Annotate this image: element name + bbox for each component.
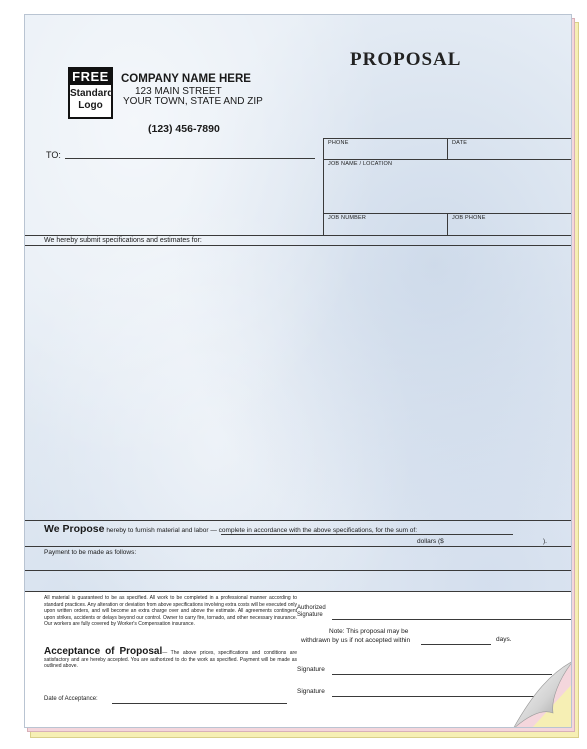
info-box-phone-date-divider	[447, 138, 448, 159]
authorized-signature-label	[297, 605, 326, 619]
signature-label-2: Signature	[297, 688, 325, 695]
acceptance-text: — The above prices, specifications and conditions are satisfactory and are hereby accepted. You are authorized to do the work as specified. Payment will be made as outlined above.	[44, 650, 298, 669]
dollars-rule	[25, 546, 572, 547]
payment-bottom-rule	[25, 591, 572, 592]
job-number-field-label: JOB NUMBER	[328, 215, 367, 221]
page-curl-graphic	[507, 655, 572, 728]
days-label: days.	[496, 636, 512, 643]
date-of-acceptance-line	[112, 703, 287, 704]
note-line2: withdrawn by us if not accepted within	[301, 637, 411, 644]
acceptance-heading: Acceptance of Proposal	[44, 646, 163, 657]
dollars-close: ).	[543, 538, 547, 545]
company-street: 123 MAIN STREET	[135, 86, 222, 97]
date-field-label: DATE	[452, 140, 468, 146]
signature-label-1: Signature	[297, 666, 325, 673]
phone-field-label: PHONE	[328, 140, 349, 146]
specifications-label: We hereby submit specifications and estimates for:	[44, 237, 202, 244]
to-label: TO:	[46, 150, 61, 160]
logo-standard-text: Standard	[70, 88, 114, 99]
we-propose-heading: We Propose	[44, 523, 105, 535]
sum-line	[221, 534, 513, 535]
header-rule	[25, 235, 572, 236]
authorized-signature-line	[332, 619, 572, 620]
company-phone: (123) 456-7890	[148, 123, 220, 135]
to-line	[65, 158, 315, 159]
logo-logo-text: Logo	[78, 100, 103, 111]
withdrawal-note	[301, 627, 410, 645]
specifications-area-bottom	[25, 520, 572, 521]
page-curl-icon	[507, 655, 572, 728]
form-title: PROPOSAL	[350, 49, 462, 70]
job-phone-field-label: JOB PHONE	[452, 215, 486, 221]
info-box-job-divider	[447, 213, 448, 235]
payment-label: Payment to be made as follows:	[44, 549, 137, 556]
note-line1: Note: This proposal may be	[329, 628, 409, 635]
dollars-label: dollars ($	[417, 538, 444, 545]
info-box-left	[323, 138, 324, 235]
days-line	[421, 644, 491, 645]
logo-badge	[68, 67, 113, 119]
authorized-label-line1: Authorized	[297, 605, 326, 611]
logo-free-text: FREE	[70, 69, 111, 85]
guarantee-text: All material is guaranteed to be as specified. All work to be completed in a professional manner according to standard practices. Any alteration or deviation from above specifications involving extra costs will be executed only upon written orders, and will become an extra charge over and above the estimate. All agreements contingent upon strikes, accidents or delays beyond our control. Owner to carry fire, tornado, and other necessary insurance. Our workers are fully covered by Worker's Compensation insurance.	[44, 595, 297, 627]
we-propose-text: hereby to furnish material and labor — complete in accordance with the above specifications, for the sum of:	[106, 527, 418, 534]
authorized-label-line2: Signature	[297, 612, 323, 618]
company-city: YOUR TOWN, STATE AND ZIP	[123, 96, 263, 107]
info-box-divider-1	[323, 159, 572, 160]
company-name: COMPANY NAME HERE	[121, 73, 251, 85]
proposal-form-sheet	[24, 14, 572, 728]
job-name-field-label: JOB NAME / LOCATION	[328, 161, 393, 167]
date-of-acceptance-label: Date of Acceptance:	[44, 696, 98, 702]
acceptance-statement	[44, 646, 298, 670]
payment-line	[25, 570, 572, 571]
specifications-rule	[25, 245, 572, 246]
